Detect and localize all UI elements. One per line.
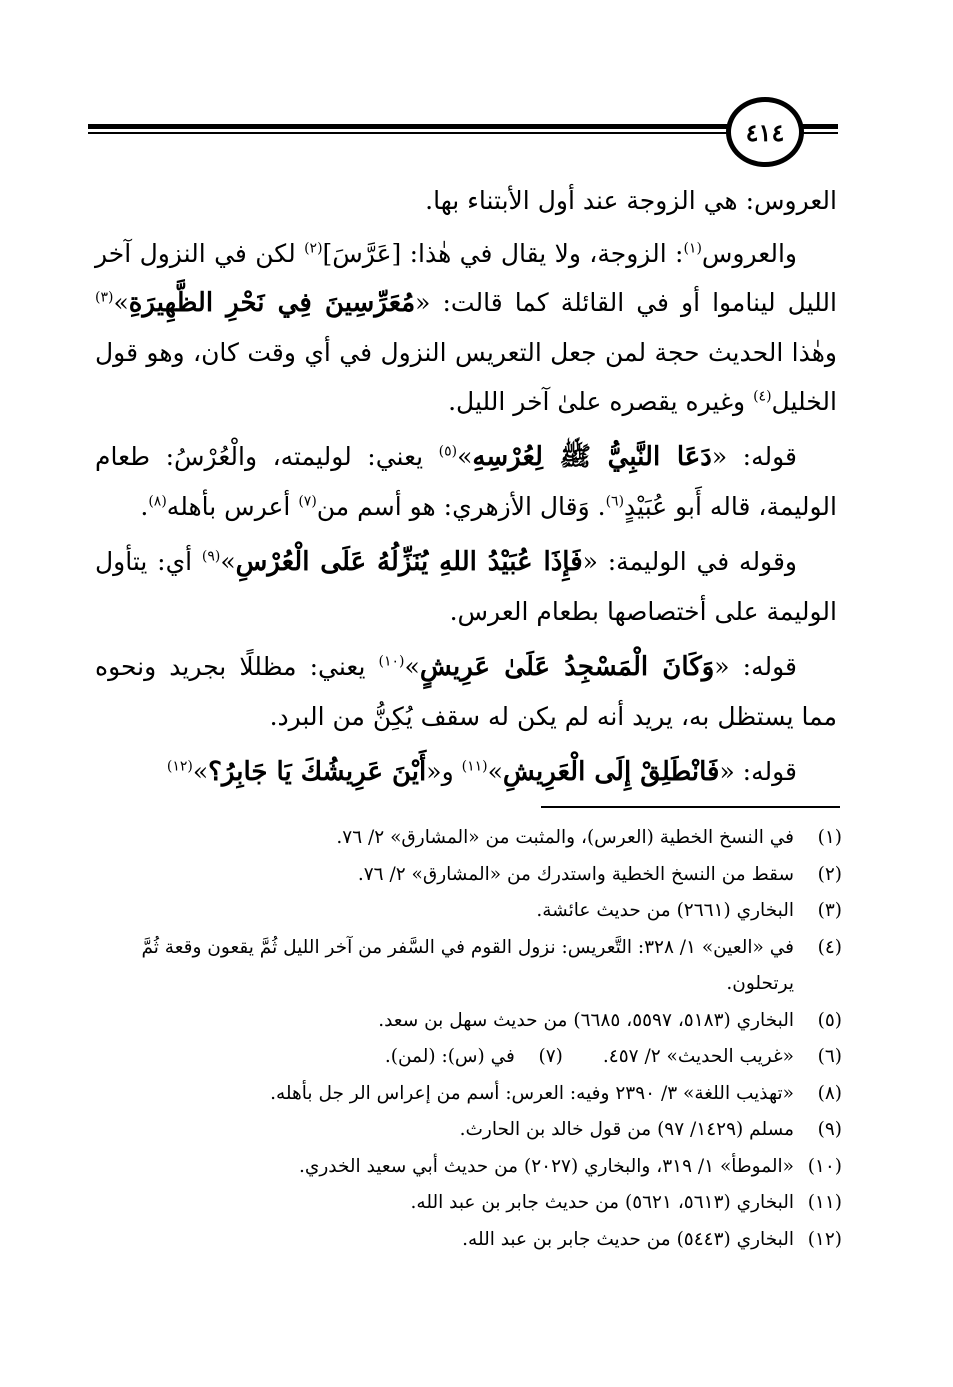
text: قوله: « [711, 442, 797, 471]
footnote-ref-6[interactable]: (٦) [605, 493, 625, 510]
footnote-text: «تهذيب اللغة» ٣/ ٢٣٩٠ وفيه: العرس: أسم من إعراس الر جل بأهله. [270, 1082, 794, 1104]
footnote-number: (٩) [817, 1119, 842, 1140]
footnote-number: (١) [817, 827, 842, 848]
page-number: ٤١٤ [745, 117, 785, 147]
paragraph-arish [95, 642, 837, 741]
text: أعرس بأهله [166, 492, 299, 521]
hadith-quote: مُعَرِّسِينَ فِي نَحْرِ الظَّهِيرَةِ [128, 288, 416, 318]
footnote-divider [541, 806, 840, 808]
footnote-4 [95, 930, 842, 1003]
hadith-quote: أَيْنَ عَرِيشُكَ يَا جَابِرُ؟ [208, 757, 427, 787]
footnote-ref-7[interactable]: (٧) [298, 493, 317, 510]
footnote-number: (١١) [807, 1192, 842, 1213]
footnote-text: في (س): (لمن). [384, 1046, 515, 1067]
footnote-3 [95, 893, 842, 930]
text: والعروس [701, 239, 797, 268]
header-rule-thick [88, 124, 728, 129]
paragraph-ubaidullah [95, 537, 837, 636]
paragraph-arus [95, 229, 837, 426]
text: لكن في النزول آخر الليل ليناموا أو في القائلة كما قالت: « [95, 239, 837, 317]
footnote-10 [95, 1149, 842, 1186]
footnote-ref-12[interactable]: (١٢) [166, 758, 193, 775]
footnote-number: (١٠) [807, 1155, 842, 1177]
text: وغيره يقصره علىٰ آخر الليل. [448, 387, 754, 416]
hadith-quote: وَكَانَ الْمَسْجِدُ عَلَىٰ عَرِيشٍ [419, 652, 715, 682]
footnote-ref-11[interactable]: (١١) [461, 758, 488, 775]
text: » [192, 757, 209, 786]
text: أي: يتأول الوليمة على أختصاصها بطعام العرس. [95, 547, 837, 626]
footnote-number: (٤) [817, 936, 842, 958]
footnote-number: (٥) [817, 1009, 842, 1031]
text: وهٰذا الحديث حجة لمن جعل التعريس النزول في أي وقت كان، وهو قول الخليل [95, 338, 837, 416]
text: : الزوجة، ولا يقال في هٰذا: [عَرَّسَ] [322, 239, 684, 268]
header-rule-thin [88, 132, 728, 134]
main-text [95, 176, 837, 803]
text: وقوله في الوليمة: « [582, 547, 797, 576]
hadith-quote: فَانْطَلِقْ إِلَى الْعَرِيشِ [502, 757, 720, 787]
footnote-number: (٨) [817, 1082, 842, 1104]
footnote-7 [385, 1039, 563, 1076]
page-number-badge [726, 97, 804, 167]
text: . [140, 492, 149, 521]
hadith-quote: فَإِذَا عُبَيْدُ اللهِ يُنَزِّلُهُ عَلَى الْعُرْسِ [235, 547, 583, 577]
text: يعني: مظللًا بجريد ونحوه مما يستظل به، يريد أنه لم يكن له سقف يُكِنُّ من البرد. [95, 652, 837, 731]
text: » [113, 288, 129, 317]
text: العروس: هي الزوجة عند أول الأبتناء بها. [425, 186, 837, 215]
footnote-number: (٦) [817, 1046, 842, 1067]
text: » [404, 652, 420, 681]
footnote-number: (٧) [538, 1046, 563, 1067]
footnote-5 [95, 1003, 842, 1040]
footnote-text: البخاري (٥١٨٣، ٥٥٩٧، ٦٦٨٥) من حديث سهل بن سعد. [378, 1009, 794, 1031]
footnote-9 [95, 1112, 842, 1149]
hadith-quote: دَعَا النَّبِيُّ ﷺ لِعُرْسِهِ [472, 442, 712, 472]
footnote-12 [95, 1222, 842, 1259]
footnote-2 [95, 857, 842, 894]
footnote-number: (١٢) [807, 1228, 842, 1250]
footnote-ref-1[interactable]: (١) [683, 240, 702, 257]
footnote-ref-4[interactable]: (٤) [753, 388, 772, 405]
footnote-text: البخاري (٥٦١٣، ٥٦٢١) من حديث جابر بن عبد الله. [410, 1192, 794, 1213]
text: يعني: لوليمته، والْعُرْسُ: طعام الوليمة، قاله أَبو عُبَيْدٍ [95, 442, 837, 521]
footnote-text: «غريب الحديث» ٢/ ٤٥٧. [602, 1046, 794, 1067]
text: قوله: « [719, 757, 797, 786]
footnote-ref-5[interactable]: (٥) [438, 443, 458, 460]
text: » [487, 757, 503, 786]
paragraph-walima [95, 432, 837, 531]
header-rule-right-thick [800, 124, 838, 129]
footnote-text: البخاري (٢٦٦١) من حديث عائشة. [536, 900, 794, 921]
text: . وَقال الأزهري: هو أسم من [316, 492, 606, 521]
footnote-text: «الموطأ» ١/ ٣١٩، والبخاري (٢٠٢٧) من حديث أبي سعيد الخدري. [298, 1155, 794, 1177]
footnote-ref-10[interactable]: (١٠) [378, 653, 405, 670]
footnote-ref-3[interactable]: (٣) [95, 289, 114, 306]
footnote-11 [95, 1185, 842, 1222]
footnote-text: البخاري (٥٤٤٣) من حديث جابر بن عبد الله. [462, 1228, 794, 1250]
text: » [220, 547, 236, 576]
header-rule-right-thin [800, 132, 838, 134]
footnote-text: سقط من النسخ الخطية واستدرك من «المشارق» ٢/ ٧٦. [357, 863, 794, 885]
text: قوله: « [714, 652, 797, 681]
page-header [0, 95, 953, 165]
footnotes [95, 820, 842, 1258]
footnote-ref-8[interactable]: (٨) [148, 493, 167, 510]
footnote-1 [95, 820, 842, 857]
footnote-number: (٢) [817, 863, 842, 885]
footnote-ref-9[interactable]: (٩) [201, 548, 221, 565]
footnote-pair [95, 1039, 794, 1076]
footnote-ref-2[interactable]: (٢) [304, 240, 323, 257]
footnote-text: مسلم (١٤٢٩/ ٩٧) من قول خالد بن الحارث. [459, 1119, 794, 1140]
footnote-text: في «العين» ١/ ٣٢٨: التَّعريس: نزول القوم في السَّفر من آخر الليل ثُمَّ يقعون وقعة ثُمَّ يرتحلون. [141, 936, 794, 994]
footnote-text: في النسخ الخطية (العرس)، والمثبت من «المشارق» ٢/ ٧٦. [336, 827, 794, 848]
paragraph-definition [95, 176, 837, 225]
footnote-number: (٣) [817, 900, 842, 921]
text: و« [426, 757, 462, 786]
footnote-6-7 [95, 1039, 842, 1076]
paragraph-jabir [95, 747, 837, 797]
footnote-8 [95, 1076, 842, 1113]
text: » [457, 442, 473, 471]
